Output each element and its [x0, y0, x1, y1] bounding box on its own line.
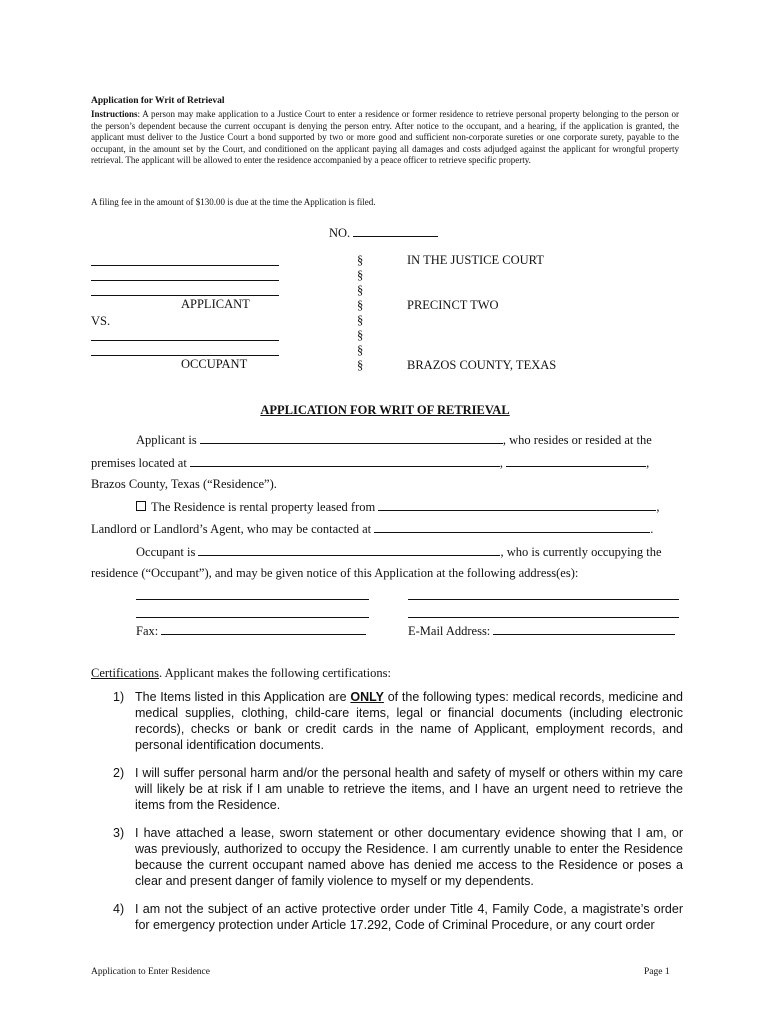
- filing-fee-note: A filing fee in the amount of $130.00 is due at the time the Application is filed.: [91, 197, 376, 207]
- item-number: 4): [113, 902, 125, 916]
- instructions-text: : A person may make application to a Justice Court to enter a residence or former residence to retrieve personal property belonging to the person or the person’s dependent because the current occupant is denying the person entry. After notice to the occupant, and a hearing, if the application is granted, the applicant must deliver to the Justice Court a bond supported by two or more good and sufficient non-corporate sureties or one corporate surety, payable to the occupant, in the amount set by the Court, and conditioned on the applicant paying all damages and costs adjudged against the applicant for wrongful property retrieval. The applicant will be allowed to enter the residence accompanied by a peace officer to retrieve specific property.: [91, 109, 679, 166]
- comma: ,: [646, 456, 650, 470]
- occupant-address-line-3[interactable]: [408, 599, 679, 600]
- fax-label: Fax:: [136, 624, 159, 638]
- applicant-name-line-1[interactable]: [91, 265, 279, 266]
- precinct: PRECINCT TWO: [407, 298, 499, 312]
- applicant-name-field[interactable]: [200, 431, 503, 444]
- occupant-label: OCCUPANT: [181, 357, 248, 371]
- period: .: [650, 522, 654, 536]
- certification-item: [113, 765, 683, 813]
- occupant-address-line-1[interactable]: [136, 599, 369, 600]
- applicant-name-line-2[interactable]: [91, 280, 279, 281]
- case-number-label: NO.: [329, 226, 351, 240]
- occupant-name-line-2[interactable]: [91, 355, 279, 356]
- applicant-label: APPLICANT: [181, 297, 250, 311]
- item-text: The Items listed in this Application are: [135, 690, 351, 704]
- comma: ,: [656, 500, 660, 514]
- item-number: 2): [113, 766, 125, 780]
- section-symbol: §: [357, 328, 364, 342]
- case-number: [329, 224, 438, 241]
- item-number: 1): [113, 690, 125, 704]
- fax-field[interactable]: [161, 622, 366, 635]
- landlord-prefix: Landlord or Landlord’s Agent, who may be contacted at: [91, 522, 372, 536]
- occupant-name-field[interactable]: [198, 543, 500, 556]
- certifications-heading: Certifications: [91, 666, 160, 680]
- applicant-line: [136, 431, 652, 448]
- landlord-contact-field[interactable]: [374, 520, 650, 533]
- certification-item: [113, 689, 683, 753]
- section-symbol: §: [357, 268, 364, 282]
- premises-city-field[interactable]: [506, 454, 646, 467]
- certifications-intro: [91, 666, 391, 681]
- landlord-line: [91, 520, 653, 537]
- certification-item: [113, 901, 683, 933]
- case-number-field[interactable]: [353, 224, 438, 237]
- document-heading: APPLICATION FOR WRIT OF RETRIEVAL: [260, 403, 510, 417]
- county-line: Brazos County, Texas (“Residence”).: [91, 477, 277, 491]
- page-number: Page 1: [644, 967, 670, 977]
- occupant-line: [136, 543, 662, 560]
- landlord-name-field[interactable]: [378, 498, 656, 511]
- certifications-intro-text: . Applicant makes the following certifications:: [159, 666, 391, 680]
- email-field[interactable]: [493, 622, 675, 635]
- email-line: [408, 622, 675, 639]
- section-symbol: §: [357, 313, 364, 327]
- premises-line: [91, 454, 649, 471]
- footer-left: Application to Enter Residence: [91, 967, 210, 977]
- rental-text: The Residence is rental property leased from: [151, 500, 376, 514]
- item-number: 3): [113, 826, 125, 840]
- occupant-name-line-1[interactable]: [91, 340, 279, 341]
- section-symbol: §: [357, 253, 364, 267]
- section-symbol: §: [357, 358, 364, 372]
- applicant-suffix: , who resides or resided at the: [502, 433, 652, 447]
- premises-prefix: premises located at: [91, 456, 187, 470]
- vs-label: VS.: [91, 314, 111, 328]
- occupant-prefix: Occupant is: [136, 545, 196, 559]
- occupant-address-line-2[interactable]: [136, 617, 369, 618]
- notice-line: residence (“Occupant”), and may be given notice of this Application at the following address(es):: [91, 566, 579, 580]
- section-symbol: §: [357, 343, 364, 357]
- certification-item: [113, 825, 683, 889]
- comma: ,: [499, 456, 504, 470]
- rental-checkbox[interactable]: [136, 501, 146, 511]
- item-text: I am not the subject of an active protective order under Title 4, Family Code, a magistrate’s order for emergency protection under Article 17.292, Code of Criminal Procedure, or any court order: [135, 902, 683, 932]
- occupant-address-line-4[interactable]: [408, 617, 679, 618]
- occupant-suffix: , who is currently occupying the: [500, 545, 662, 559]
- rental-line: [136, 498, 659, 515]
- item-text: I have attached a lease, sworn statement or other documentary evidence showing that I am, or was previously, authorized to occupy the Residence. I am currently unable to enter the Residence because the current occupant named above has denied me access to the Residence or poses a clear and present danger of family violence to myself or my dependents.: [135, 826, 683, 888]
- section-symbol: §: [357, 283, 364, 297]
- item-text: I will suffer personal harm and/or the personal health and safety of myself or others within my care will likely be at risk if I am unable to retrieve the items, and I have an urgent need to retrieve the items from the Residence.: [135, 766, 683, 812]
- item-emphasis: ONLY: [350, 690, 384, 704]
- item-text: of the following types: medical records, medicine and medical supplies, clothing, child-care items, legal or financial documents (including electronic records), checks or bank or credit cards in the name of Applicant, employment records, and personal identification documents.: [135, 690, 683, 752]
- email-label: E-Mail Address:: [408, 624, 491, 638]
- court-name: IN THE JUSTICE COURT: [407, 253, 544, 267]
- instructions-label: Instructions: [91, 109, 138, 119]
- applicant-prefix: Applicant is: [136, 433, 197, 447]
- section-symbol: §: [357, 298, 364, 312]
- premises-address-field[interactable]: [190, 454, 500, 467]
- form-title: Application for Writ of Retrieval: [91, 96, 225, 106]
- instructions-paragraph: [91, 109, 679, 167]
- fax-line: [136, 622, 366, 639]
- county: BRAZOS COUNTY, TEXAS: [407, 358, 557, 372]
- applicant-name-line-3[interactable]: [91, 295, 279, 296]
